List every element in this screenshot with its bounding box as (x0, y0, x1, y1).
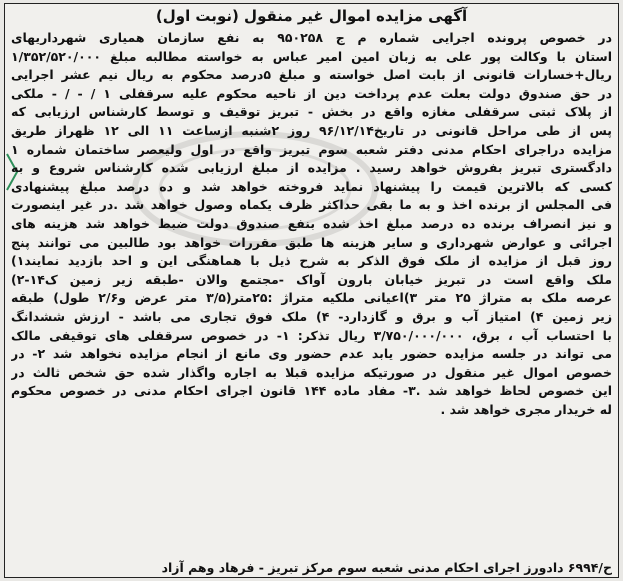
notice-line: عرصه ملک به متراژ ۲۵ متر ۳)اعیانی ملکیه متراژ :۲۵متر(۳/۵ متر عرض و۲/۶ طول) طبقه (11, 290, 612, 306)
notice-line: با احتساب آب ، برق، ۳/۷۵۰/۰۰۰/۰۰۰ ریال تذکر: ۱- در خصوص سرقفلی های توقیفی مالک (11, 327, 612, 343)
notice-line: پس از طی مراحل قانونی در تاریخ۹۶/۱۲/۱۴ روز ۲شنبه ازساعت ۱۱ الی ۱۲ ظهراز طریق (11, 122, 612, 138)
notice-line: مزایده دراجرای احکام مدنی دفتر شعبه سوم تبریز واقع در اول ولیعصر ساختمان شماره ۱ (11, 141, 612, 157)
notice-body (11, 29, 612, 419)
notice-line: ریال+خسارات قانونی از بابت اصل خواسته و مبلغ ۵درصد محکوم به ریال نیم عشر اجرایی (11, 67, 612, 83)
notice-line: دادگستری تبریز بفروش خواهد رسید . مزایده از مبلغ ارزیابی شده کارشناس شروع و به (11, 160, 612, 176)
notice-line: استان با وکالت پور علی به زبان امین امیر عباس به خواسته مطالبه مبلغ ۱/۳۵۲/۵۲۰/۰۰۰ (11, 48, 612, 64)
notice-line: له خریدار مجری خواهد شد . (440, 401, 612, 417)
notice-footer: ح/۶۹۹۴ دادورز اجرای احکام مدنی شعبه سوم مرکز تبریز - فرهاد وهم آزاد (161, 560, 612, 575)
notice-line: از پلاک ثبتی سرقفلی مغازه واقع در بخش - تبریز توقیف و توسط کارشناس ارزیابی که (11, 104, 612, 120)
notice-line: خصوص اموال غیر منقول در صورتیکه مزایده قبلا به اجاره واگذار شده حق شخص ثالث در (11, 364, 612, 380)
notice-line: می تواند در جلسه مزایده حضور یابد عدم حضور وی مانع از انجام مزایده نخواهد شد ۲- در (11, 346, 612, 362)
notice-line: در حق صندوق دولت بعلت عدم پرداخت دین از ناحیه محکوم علیه سرقفلی ۱ / - / - ملکی (11, 85, 612, 101)
notice-line: در خصوص پرونده اجرایی شماره م ج ۹۵۰۲۵۸ به نفع سازمان همیاری شهرداریهای (11, 30, 612, 45)
notice-line: فی المجلس از برنده اخذ و به ما بقی حداکثر ظرف یکماه وصول خواهد شد .در غیر اینصورت (11, 197, 612, 213)
notice-frame (4, 3, 619, 578)
notice-line: ملک واقع است در تبریز خیابان بارون آواک -مجتمع والان -طبقه زیر زمین ک۱۴-۲) (11, 271, 612, 287)
notice-line: زیر زمین ۴) امتیاز آب و برق و گازدارد- ۴) ملک فوق تجاری می باشد - ارزش ششدانگ (11, 308, 612, 324)
notice-line: اجرائی و عوارض شهرداری و سایر هزینه ها طبق مقررات خواهد بود طالبین می توانند پنج (11, 234, 612, 250)
notice-line: و نیز انصراف برنده ده درصد مبلغ اخذ شده بنفع صندوق دولت ضبط خواهد شد هزینه های (11, 215, 612, 231)
notice-line: کسی که بالاترین قیمت را پیشنهاد نماید فروخته خواهد شد و ده درصد مبلغ پیشنهادی (11, 178, 612, 194)
notice-line: روز قبل از مزایده از ملک فوق الذکر به شرح ذیل با هماهنگی این و احد بازدید نمایند۱) (11, 253, 612, 269)
notice-title: آگهی مزایده اموال غیر منقول (نوبت اول) (155, 7, 468, 25)
notice-line: این خصوص لحاظ خواهد شد .۳- مفاد ماده ۱۴۴ قانون اجرای احکام مدنی در خصوص محکوم (11, 383, 612, 399)
